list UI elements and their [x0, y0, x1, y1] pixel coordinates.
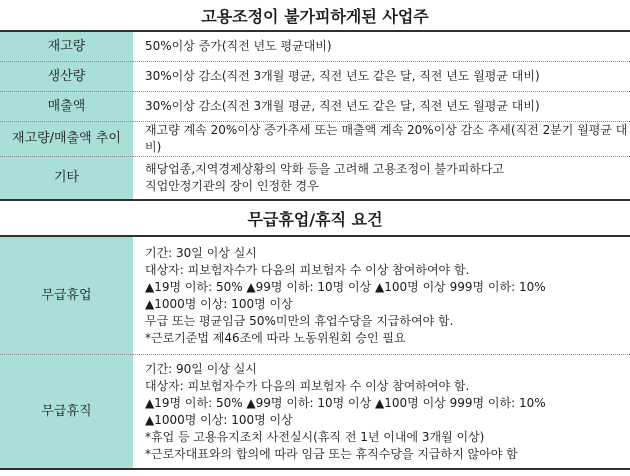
row-value: [133, 354, 630, 469]
row-label: 매출액: [0, 91, 133, 121]
table-row: [0, 121, 630, 156]
table-row: [0, 91, 630, 121]
section-title-employment-adjustment: 고용조정이 불가피하게된 사업주: [201, 7, 429, 26]
row-label: 기타: [0, 156, 133, 200]
text-line: ▲1000명 이상: 100명 이상: [145, 412, 293, 427]
row-label: 무급휴업: [0, 236, 133, 354]
table-row: [0, 61, 630, 91]
row-label: 재고량/매출액 추이: [0, 121, 133, 156]
text-line: 해당업종,지역경제상황의 악화 등을 고려해 고용조정이 불가피하다고: [145, 162, 505, 177]
table-row: [0, 31, 630, 61]
text-line: 대상자: 피보험자수가 다음의 피보험자 수 이상 참여하여야 함.: [145, 262, 470, 277]
text-line: 대상자: 피보험자수가 다음의 피보험자 수 이상 참여하여야 함.: [145, 378, 470, 393]
row-label: 생산량: [0, 61, 133, 91]
text-line: ▲19명 이하: 50% ▲99명 이하: 10명 이상 ▲100명 이상 999명 이하: 10%: [145, 395, 546, 410]
text-line: *근로기준법 제46조에 따라 노동위원회 승인 필요: [145, 330, 406, 345]
row-value: 30%이상 감소(직전 3개월 평균, 직전 년도 같은 달, 직전 년도 월평균 대비): [133, 61, 630, 91]
text-line: 기간: 90일 이상 실시: [145, 361, 257, 376]
row-label: 무급휴직: [0, 354, 133, 469]
row-value: 재고량 계속 20%이상 증가추세 또는 매출액 계속 20%이상 감소 추세(직전 2분기 월평균 대비): [133, 121, 630, 156]
row-value: 30%이상 감소(직전 3개월 평균, 직전 년도 같은 달, 직전 년도 월평균 대비): [133, 91, 630, 121]
row-label: 재고량: [0, 31, 133, 61]
table-row: [0, 156, 630, 200]
text-line: ▲19명 이하: 50% ▲99명 이하: 10명 이상 ▲100명 이상 999명 이하: 10%: [145, 279, 546, 294]
table-row: [0, 236, 630, 354]
unpaid-leave-table: [0, 235, 630, 470]
text-line: 기간: 30일 이상 실시: [145, 245, 257, 260]
text-line: 직업안정기관의 장이 인정한 경우: [145, 179, 319, 194]
employment-adjustment-table: [0, 30, 630, 201]
table-row: [0, 354, 630, 469]
section-title-unpaid-leave-requirements: 무급휴업/휴직 요건: [247, 210, 383, 229]
row-value: 50%이상 증가(직전 년도 평균대비): [133, 31, 630, 61]
text-line: ▲1000명 이상: 100명 이상: [145, 296, 293, 311]
text-line: 무급 또는 평균임금 50%미만의 휴업수당을 지급하여야 함.: [145, 313, 454, 328]
text-line: *휴업 등 고용유지조치 사전실시(휴직 전 1년 이내에 3개월 이상): [145, 429, 485, 444]
row-value: [133, 236, 630, 354]
text-line: *근로자대표와의 합의에 따라 임금 또는 휴직수당을 지급하지 않아야 함: [145, 446, 518, 461]
row-value: [133, 156, 630, 200]
